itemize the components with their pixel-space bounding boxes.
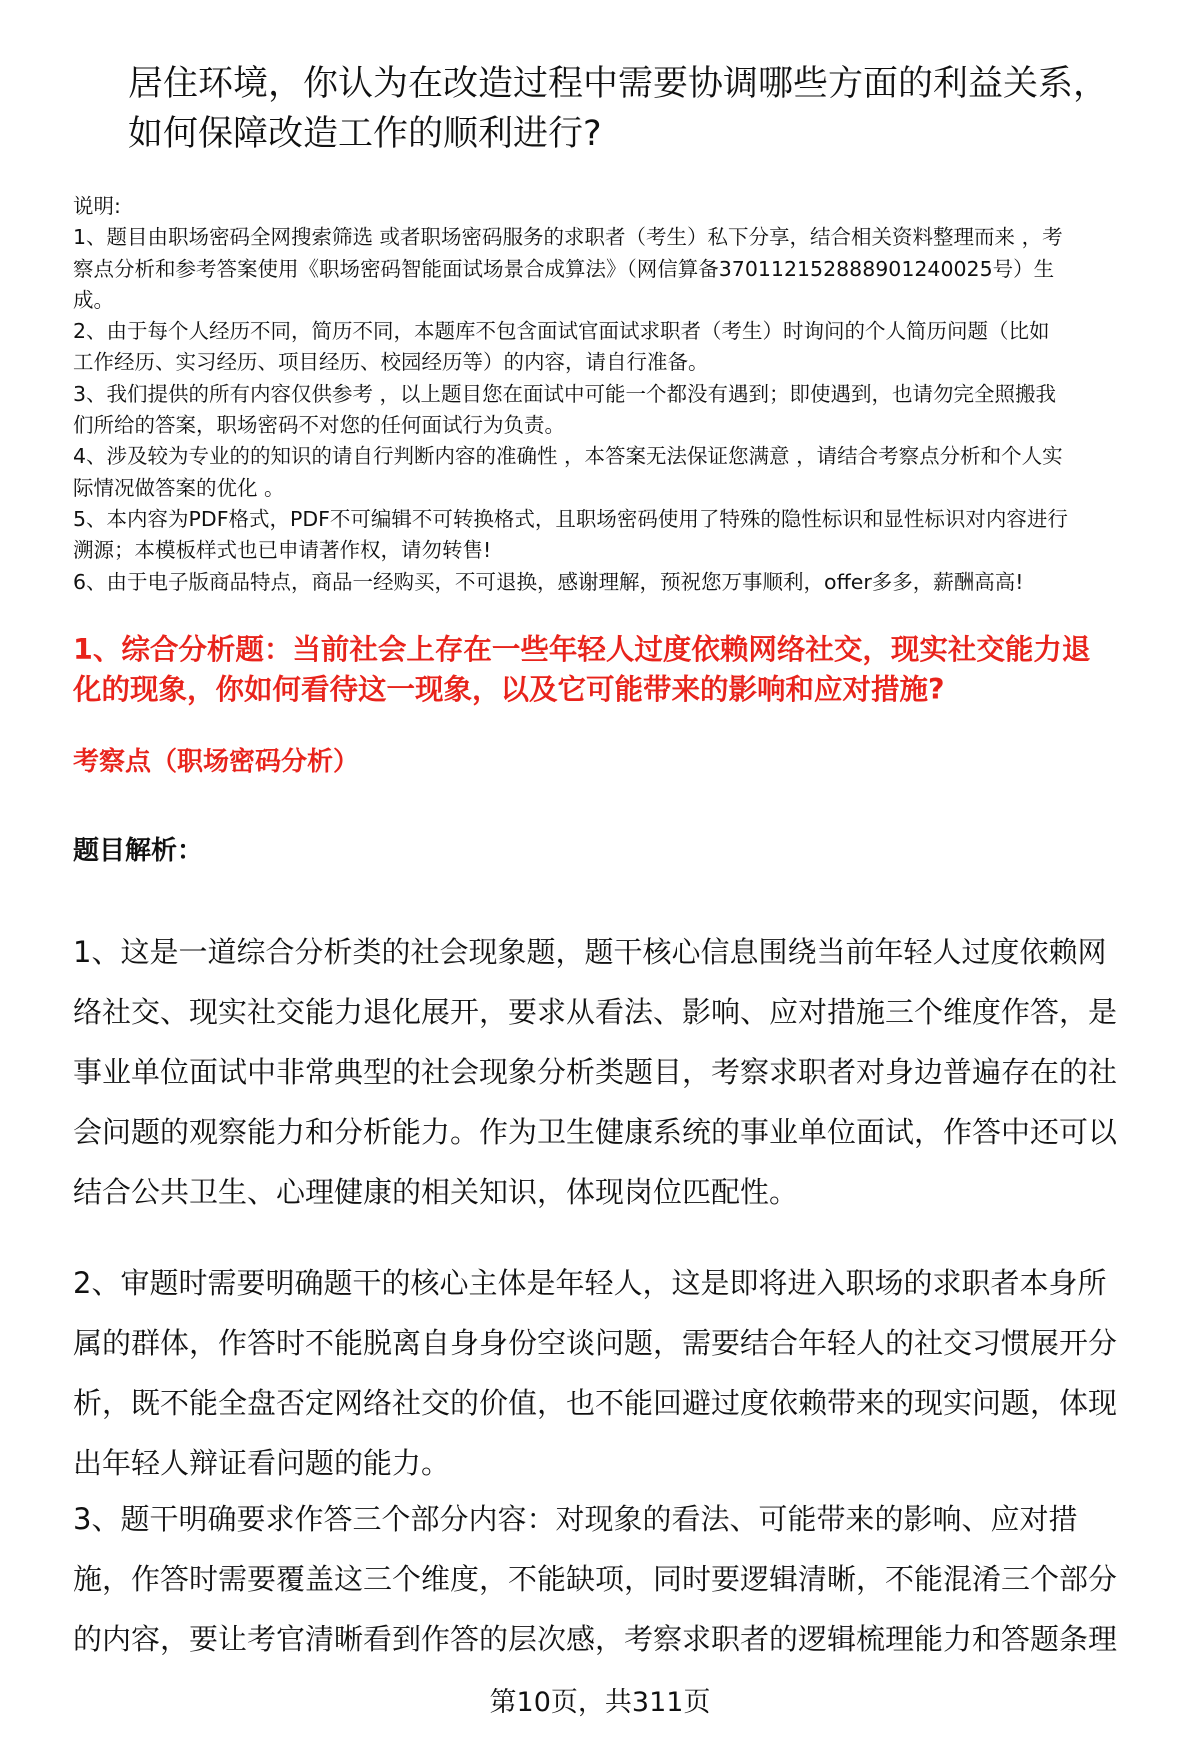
paragraph-line: 属的群体，作答时不能脱离自身身份空谈问题，需要结合年轻人的社交习惯展开分 bbox=[73, 1326, 1118, 1360]
notes-line: 2、由于每个人经历不同，简历不同，本题库不包含面试官面试求职者（考生）时询问的个人简历问题（比如 bbox=[73, 319, 1050, 344]
notes-line: 4、涉及较为专业的的知识的请自行判断内容的准确性 ，本答案无法保证您满意 ，请结合考察点分析和个人实 bbox=[73, 444, 1063, 469]
analysis-paragraph bbox=[73, 1489, 1117, 1669]
paragraph-line: 施，作答时需要覆盖这三个维度，不能缺项，同时要逻辑清晰，不能混淆三个部分 bbox=[73, 1562, 1118, 1596]
notes-line: 们所给的答案，职场密码不对您的任何面试行为负责。 bbox=[73, 413, 565, 438]
paragraph-line: 3、题干明确要求作答三个部分内容：对现象的看法、可能带来的影响、应对措 bbox=[73, 1502, 1078, 1536]
notes-line: 际情况做答案的优化 。 bbox=[73, 475, 285, 500]
paragraph-line: 析，既不能全盘否定网络社交的价值，也不能回避过度依赖带来的现实问题，体现 bbox=[73, 1386, 1118, 1420]
analysis-paragraph bbox=[73, 922, 1117, 1222]
notes-line: 6、由于电子版商品特点，商品一经购买，不可退换，感谢理解，预祝您万事顺利，offer多多，薪酬高高! bbox=[73, 569, 1024, 594]
page-number: 第10页，共311页 bbox=[489, 1687, 711, 1718]
title-line: 如何保障改造工作的顺利进行? bbox=[128, 114, 602, 154]
notes-line: 1、题目由职场密码全网搜索筛选 或者职场密码服务的求职者（考生）私下分享，结合相关资料整理而来 ，考 bbox=[73, 225, 1063, 250]
notes-line: 溯源；本模板样式也已申请著作权，请勿转售! bbox=[73, 538, 492, 563]
notes-line: 察点分析和参考答案使用《职场密码智能面试场景合成算法》（网信算备370112152888901240025号）生 bbox=[73, 256, 1055, 281]
question-line: 化的现象，你如何看待这一现象，以及它可能带来的影响和应对措施? bbox=[73, 673, 945, 706]
paragraph-line: 络社交、现实社交能力退化展开，要求从看法、影响、应对措施三个维度作答，是 bbox=[73, 995, 1118, 1029]
notes-line: 工作经历、实习经历、项目经历、校园经历等）的内容，请自行准备。 bbox=[73, 350, 709, 375]
notes-section bbox=[73, 191, 1068, 598]
notes-line: 3、我们提供的所有内容仅供参考 ，以上题目您在面试中可能一个都没有遇到；即使遇到，也请勿完全照搬我 bbox=[73, 381, 1057, 406]
paragraph-line: 出年轻人辩证看问题的能力。 bbox=[73, 1446, 451, 1480]
notes-line: 成。 bbox=[73, 287, 114, 312]
analysis-paragraph bbox=[73, 1253, 1117, 1493]
title-line: 居住环境，你认为在改造过程中需要协调哪些方面的利益关系， bbox=[128, 64, 1109, 104]
kaochadian-heading: 考察点（职场密码分析） bbox=[73, 747, 360, 777]
page-title bbox=[128, 59, 1108, 159]
analysis-heading: 题目解析： bbox=[73, 836, 204, 866]
notes-line: 5、本内容为PDF格式，PDF不可编辑不可转换格式，且职场密码使用了特殊的隐性标识和显性标识对内容进行 bbox=[73, 506, 1068, 531]
paragraph-line: 1、这是一道综合分析类的社会现象题，题干核心信息围绕当前年轻人过度依赖网 bbox=[73, 935, 1107, 969]
notes-line: 说明: bbox=[73, 194, 121, 218]
paragraph-line: 2、审题时需要明确题干的核心主体是年轻人，这是即将进入职场的求职者本身所 bbox=[73, 1266, 1107, 1300]
paragraph-line: 事业单位面试中非常典型的社会现象分析类题目，考察求职者对身边普遍存在的社 bbox=[73, 1055, 1118, 1089]
paragraph-line: 会问题的观察能力和分析能力。作为卫生健康系统的事业单位面试，作答中还可以 bbox=[73, 1115, 1118, 1149]
question-line: 1、综合分析题：当前社会上存在一些年轻人过度依赖网络社交，现实社交能力退 bbox=[73, 633, 1091, 666]
question-heading bbox=[73, 630, 1090, 710]
paragraph-line: 结合公共卫生、心理健康的相关知识，体现岗位匹配性。 bbox=[73, 1175, 799, 1209]
paragraph-line: 的内容，要让考官清晰看到作答的层次感，考察求职者的逻辑梳理能力和答题条理 bbox=[73, 1622, 1118, 1656]
